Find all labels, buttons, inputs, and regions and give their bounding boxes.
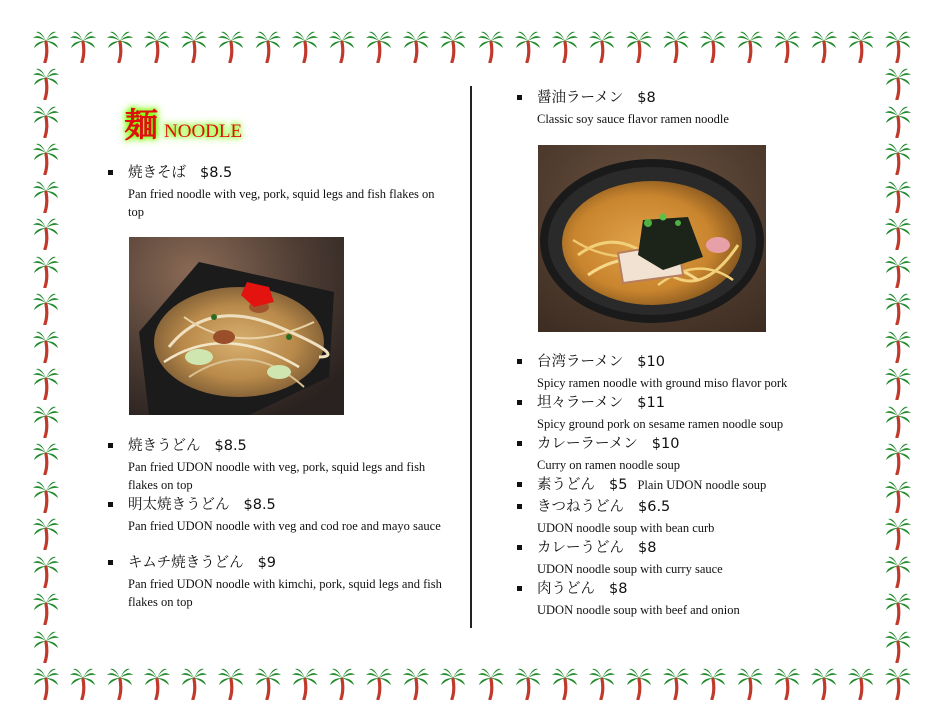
menu-item-curry-ramen xyxy=(537,434,867,474)
palm-tree-icon xyxy=(218,666,244,700)
item-description: UDON noodle soup with beef and onion xyxy=(537,603,740,617)
palm-tree-icon xyxy=(700,29,726,63)
item-description: Curry on ramen noodle soup xyxy=(537,458,681,472)
menu-item-yakisoba xyxy=(128,163,453,221)
item-name: キムチ焼きうどん xyxy=(128,555,244,571)
palm-tree-icon xyxy=(478,29,504,63)
bullet xyxy=(517,504,522,509)
menu-item-yaki-udon xyxy=(128,436,453,494)
palm-tree-icon xyxy=(33,216,59,250)
palm-tree-icon xyxy=(737,29,763,63)
palm-tree-icon xyxy=(848,666,874,700)
palm-tree-icon xyxy=(811,29,837,63)
palm-tree-icon xyxy=(33,329,59,363)
bullet xyxy=(517,586,522,591)
palm-tree-icon xyxy=(589,29,615,63)
palm-tree-icon xyxy=(403,29,429,63)
item-name: きつねうどん xyxy=(537,499,624,515)
menu-item-taiwan-ramen xyxy=(537,352,867,392)
palm-tree-icon xyxy=(33,366,59,400)
item-price: $8.5 xyxy=(243,497,276,513)
palm-tree-icon xyxy=(292,29,318,63)
palm-tree-icon xyxy=(885,104,911,138)
item-description: Spicy ramen noodle with ground miso flavor pork xyxy=(537,376,788,390)
item-description: Pan fried noodle with veg, pork, squid legs and fish flakes on top xyxy=(128,187,435,219)
menu-item-mentai-yaki-udon xyxy=(128,495,453,535)
item-price: $5 xyxy=(609,477,628,493)
palm-tree-icon xyxy=(885,179,911,213)
palm-tree-icon xyxy=(885,291,911,325)
menu-item-su-udon xyxy=(537,475,867,495)
palm-tree-icon xyxy=(663,29,689,63)
bullet xyxy=(108,170,113,175)
item-name: 焼きうどん xyxy=(128,438,201,454)
menu-item-niku-udon xyxy=(537,579,867,619)
palm-tree-icon xyxy=(885,554,911,588)
palm-tree-icon xyxy=(885,441,911,475)
item-description: Classic soy sauce flavor ramen noodle xyxy=(537,112,729,126)
palm-tree-icon xyxy=(107,29,133,63)
bullet xyxy=(517,441,522,446)
palm-tree-icon xyxy=(737,666,763,700)
palm-tree-icon xyxy=(552,29,578,63)
palm-tree-icon xyxy=(885,404,911,438)
item-price: $6.5 xyxy=(638,499,671,515)
palm-tree-icon xyxy=(626,666,652,700)
section-heading xyxy=(124,98,242,147)
bullet xyxy=(517,95,522,100)
item-name: カレーラーメン xyxy=(537,436,638,452)
palm-tree-icon xyxy=(181,29,207,63)
menu-item-curry-udon xyxy=(537,538,867,578)
bullet xyxy=(517,482,522,487)
item-name: 坦々ラーメン xyxy=(537,395,624,411)
item-name: 肉うどん xyxy=(537,581,595,597)
menu-item-shoyu-ramen xyxy=(537,88,857,128)
palm-tree-icon xyxy=(33,254,59,288)
palm-tree-icon xyxy=(885,66,911,100)
palm-tree-icon xyxy=(144,666,170,700)
palm-tree-icon xyxy=(33,629,59,663)
palm-tree-icon xyxy=(181,666,207,700)
palm-tree-icon xyxy=(885,366,911,400)
palm-tree-icon xyxy=(366,666,392,700)
palm-tree-icon xyxy=(329,666,355,700)
item-description: Pan fried UDON noodle with veg, pork, squid legs and fish flakes on top xyxy=(128,460,426,492)
palm-tree-icon xyxy=(885,329,911,363)
palm-tree-icon xyxy=(663,666,689,700)
palm-tree-icon xyxy=(70,29,96,63)
menu-item-kimchi-yaki-udon xyxy=(128,553,453,611)
palm-tree-icon xyxy=(774,666,800,700)
palm-tree-icon xyxy=(885,591,911,625)
bullet xyxy=(108,560,113,565)
bullet xyxy=(517,359,522,364)
palm-tree-icon xyxy=(255,666,281,700)
palm-tree-icon xyxy=(33,291,59,325)
palm-tree-icon xyxy=(848,29,874,63)
item-price: $8 xyxy=(637,90,656,106)
palm-tree-icon xyxy=(885,216,911,250)
palm-tree-icon xyxy=(589,666,615,700)
palm-tree-icon xyxy=(774,29,800,63)
bullet xyxy=(517,400,522,405)
bullet xyxy=(108,443,113,448)
item-price: $8 xyxy=(609,581,628,597)
item-description: Plain UDON noodle soup xyxy=(637,478,767,492)
yakisoba-photo xyxy=(129,237,344,415)
palm-tree-icon xyxy=(33,554,59,588)
palm-tree-icon xyxy=(885,254,911,288)
palm-tree-icon xyxy=(700,666,726,700)
item-name: 醤油ラーメン xyxy=(537,90,624,106)
palm-tree-icon xyxy=(33,666,59,700)
palm-tree-icon xyxy=(255,29,281,63)
menu-item-kitsune-udon xyxy=(537,497,867,537)
item-price: $9 xyxy=(257,555,277,571)
palm-tree-icon xyxy=(885,141,911,175)
item-price: $8.5 xyxy=(200,165,233,181)
bullet xyxy=(517,545,522,550)
palm-tree-icon xyxy=(885,479,911,513)
item-name: 素うどん xyxy=(537,477,595,493)
palm-tree-icon xyxy=(626,29,652,63)
item-description: Spicy ground pork on sesame ramen noodle soup xyxy=(537,417,784,431)
bullet xyxy=(108,502,113,507)
palm-tree-icon xyxy=(33,479,59,513)
item-name: 台湾ラーメン xyxy=(537,354,624,370)
column-divider xyxy=(470,86,472,628)
item-price: $8.5 xyxy=(214,438,247,454)
ramen-photo xyxy=(538,145,766,332)
palm-tree-icon xyxy=(70,666,96,700)
palm-tree-icon xyxy=(33,591,59,625)
item-description: Pan fried UDON noodle with veg and cod roe and mayo sauce xyxy=(128,519,441,533)
item-price: $10 xyxy=(651,436,680,452)
palm-tree-icon xyxy=(811,666,837,700)
palm-tree-icon xyxy=(885,29,911,63)
palm-tree-icon xyxy=(515,666,541,700)
item-description: UDON noodle soup with curry sauce xyxy=(537,562,723,576)
palm-tree-icon xyxy=(33,516,59,550)
palm-tree-icon xyxy=(33,404,59,438)
palm-tree-icon xyxy=(440,29,466,63)
heading-word: NOODLE xyxy=(164,121,243,142)
item-description: UDON noodle soup with bean curb xyxy=(537,521,715,535)
palm-tree-icon xyxy=(885,666,911,700)
palm-tree-icon xyxy=(366,29,392,63)
menu-item-tantan-ramen xyxy=(537,393,867,433)
heading-kanji: 麺 xyxy=(124,106,158,146)
palm-tree-icon xyxy=(885,516,911,550)
item-price: $10 xyxy=(637,354,665,370)
palm-tree-icon xyxy=(144,29,170,63)
palm-tree-icon xyxy=(515,29,541,63)
palm-tree-icon xyxy=(33,66,59,100)
palm-tree-icon xyxy=(33,141,59,175)
palm-tree-icon xyxy=(292,666,318,700)
palm-tree-icon xyxy=(403,666,429,700)
item-description: Pan fried UDON noodle with kimchi, pork, squid legs and fish flakes on top xyxy=(128,577,442,609)
item-name: カレーうどん xyxy=(537,540,624,556)
palm-tree-icon xyxy=(218,29,244,63)
palm-tree-icon xyxy=(33,104,59,138)
item-name: 焼きそば xyxy=(128,165,186,181)
palm-tree-icon xyxy=(107,666,133,700)
palm-tree-icon xyxy=(440,666,466,700)
palm-tree-icon xyxy=(33,441,59,475)
palm-tree-icon xyxy=(552,666,578,700)
palm-tree-icon xyxy=(478,666,504,700)
item-name: 明太焼きうどん xyxy=(128,497,230,513)
palm-tree-icon xyxy=(885,629,911,663)
item-price: $8 xyxy=(638,540,657,556)
item-price: $11 xyxy=(637,395,665,411)
palm-tree-icon xyxy=(329,29,355,63)
palm-tree-icon xyxy=(33,179,59,213)
palm-tree-icon xyxy=(33,29,59,63)
